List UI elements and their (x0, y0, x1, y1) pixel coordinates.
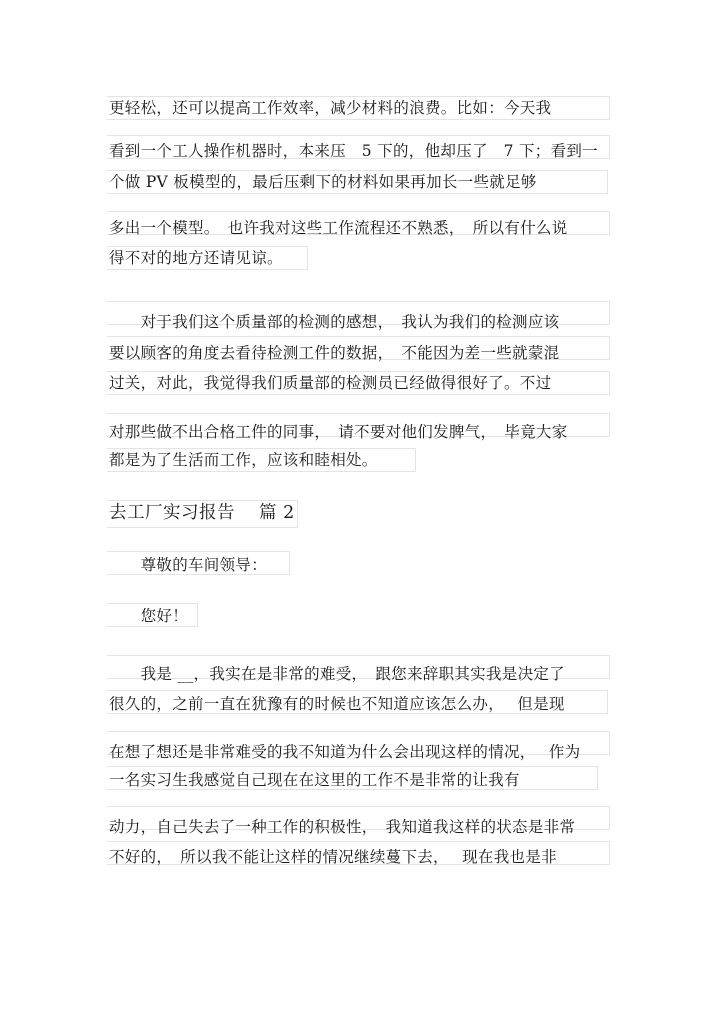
text-line: 我是 __，我实在是非常的难受， 跟您来辞职其实我是决定了 (109, 665, 565, 683)
text-line: 尊敬的车间领导： (109, 556, 268, 574)
text-line: 得不对的地方还请见谅。 (109, 249, 283, 267)
text-line: 动力，自己失去了一种工作的积极性， 我知道我这样的状态是非常 (109, 818, 576, 836)
text-line: 看到一个工人操作机器时，本来压 5 下的，他却压了 7 下；看到一 (109, 142, 598, 160)
text-line: 个做 PV 板模型的，最后压剩下的材料如果再加长一些就足够 (109, 173, 537, 191)
text-line: 您好！ (109, 607, 189, 625)
text-line: 要以顾客的角度去看待检测工件的数据， 不能因为差一些就蒙混 (109, 344, 560, 362)
text-line: 一名实习生我感觉自己现在在这里的工作不是非常的让我有 (109, 771, 520, 789)
text-line: 都是为了生活而工作，应该和睦相处。 (109, 451, 378, 469)
section-heading: 去工厂实习报告 篇 2 (109, 503, 295, 523)
text-line: 过关，对此，我觉得我们质量部的检测员已经做得很好了。不过 (109, 374, 552, 392)
text-line: 不好的， 所以我不能让这样的情况继续蔓下去， 现在我也是非 (109, 848, 557, 866)
text-line: 更轻松，还可以提高工作效率，减少材料的浪费。比如：今天我 (109, 99, 552, 117)
text-line: 对那些做不出合格工件的同事， 请不要对他们发脾气， 毕竟大家 (109, 423, 568, 441)
text-line: 很久的，之前一直在犹豫有的时候也不知道应该怎么办， 但是现 (109, 695, 565, 713)
text-line: 对于我们这个质量部的检测的感想， 我认为我们的检测应该 (109, 313, 560, 331)
text-line: 在想了想还是非常难受的我不知道为什么会出现这样的情况， 作为 (109, 743, 581, 761)
text-line: 多出一个模型。 也许我对这些工作流程还不熟悉， 所以有什么说 (109, 219, 568, 237)
